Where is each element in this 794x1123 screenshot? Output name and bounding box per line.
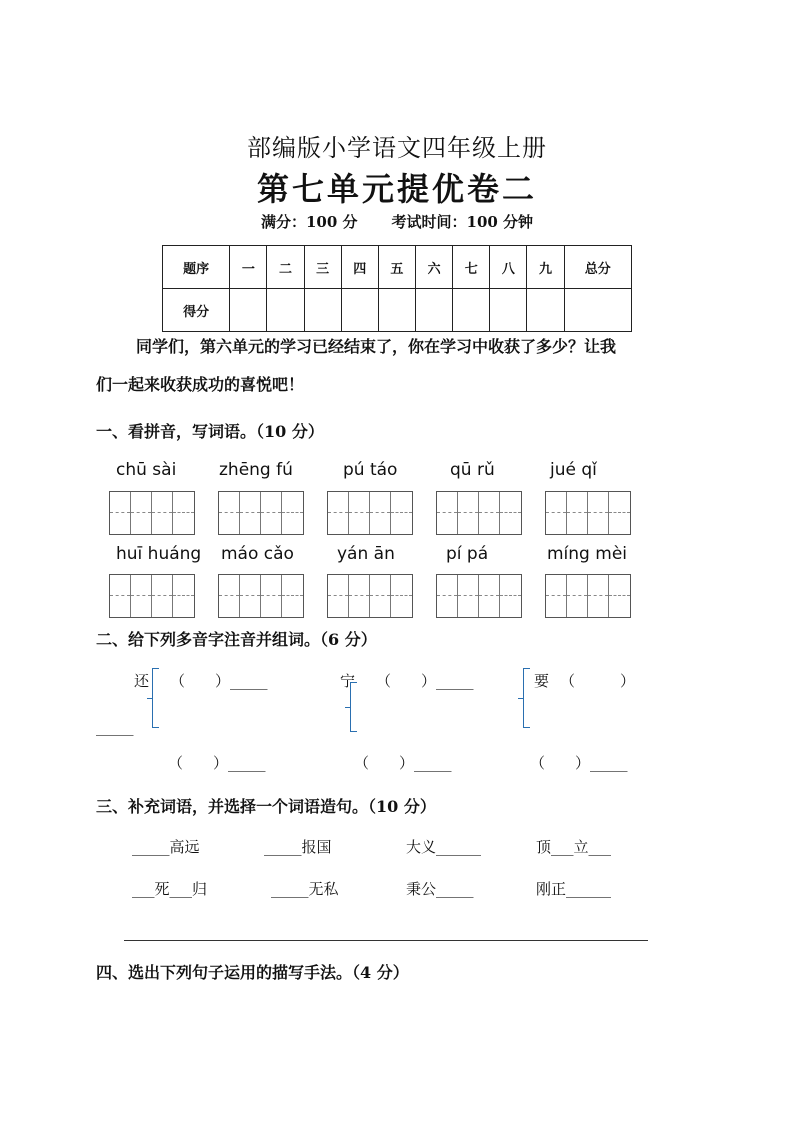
score-table xyxy=(162,245,632,332)
polyphone-slot-2b[interactable]: （ ）_____ xyxy=(354,754,452,772)
pinyin-6: huī huáng xyxy=(116,544,202,564)
polyphone-slot-1a[interactable]: （ ）_____ xyxy=(170,672,268,690)
page-title: 第七单元提优卷二 xyxy=(256,170,537,208)
intro-line-1: 同学们，第六单元的学习已经结束了，你在学习中收获了多少？让我 xyxy=(136,337,617,356)
polyphone-char-1: 还 xyxy=(134,672,150,690)
writing-grid[interactable] xyxy=(327,491,413,535)
section-1-title: 一、看拼音，写词语。（10 分） xyxy=(96,422,324,441)
score-header-cell: 五 xyxy=(378,246,415,289)
score-row-label: 得分 xyxy=(163,289,230,332)
pinyin-5: jué qǐ xyxy=(550,460,597,480)
writing-grid[interactable] xyxy=(545,574,631,618)
score-header-cell: 总分 xyxy=(564,246,631,289)
polyphone-slot-3a[interactable]: （ ） xyxy=(560,672,636,690)
idiom-item[interactable]: 顶___立___ xyxy=(536,838,612,856)
writing-grid[interactable] xyxy=(109,574,195,618)
section-2-title: 二、给下列多音字注音并组词。（6 分） xyxy=(96,630,377,649)
score-header-cell: 九 xyxy=(527,246,564,289)
idiom-item[interactable]: 大义______ xyxy=(406,838,482,856)
writing-grid[interactable] xyxy=(218,491,304,535)
polyphone-slot-2a[interactable]: （ ）_____ xyxy=(376,672,474,690)
idiom-item[interactable]: 刚正______ xyxy=(536,880,612,898)
score-header-cell: 三 xyxy=(304,246,341,289)
score-header-cell: 八 xyxy=(490,246,527,289)
pinyin-2: zhēng fú xyxy=(219,460,293,480)
score-header-cell: 六 xyxy=(416,246,453,289)
intro-line-2: 们一起来收获成功的喜悦吧！ xyxy=(96,375,305,394)
idiom-item[interactable]: 秉公_____ xyxy=(406,880,474,898)
bracket-2 xyxy=(350,682,357,732)
section-3-title: 三、补充词语，并选择一个词语造句。（10 分） xyxy=(96,797,436,816)
writing-grid[interactable] xyxy=(545,491,631,535)
score-header-cell: 题序 xyxy=(163,246,230,289)
full-score: 满分：100 分 xyxy=(260,213,358,231)
bracket-1 xyxy=(152,668,159,728)
score-header-cell: 七 xyxy=(453,246,490,289)
score-header-cell: 四 xyxy=(341,246,378,289)
pinyin-4: qū rǔ xyxy=(450,460,495,480)
bracket-3 xyxy=(523,668,530,728)
subtitle: 部编版小学语文四年级上册 xyxy=(247,134,547,162)
exam-time: 考试时间：100 分钟 xyxy=(391,213,534,231)
idiom-item[interactable]: _____高远 xyxy=(132,838,200,856)
sentence-answer-line[interactable] xyxy=(124,940,648,941)
pinyin-1: chū sài xyxy=(116,460,177,480)
pinyin-9: pí pá xyxy=(446,544,489,564)
writing-grid[interactable] xyxy=(436,491,522,535)
idiom-item[interactable]: _____无私 xyxy=(271,880,339,898)
pinyin-10: míng mèi xyxy=(547,544,627,564)
writing-grid[interactable] xyxy=(327,574,413,618)
pinyin-3: pú táo xyxy=(343,460,398,480)
writing-grid[interactable] xyxy=(109,491,195,535)
idiom-item[interactable]: _____报国 xyxy=(264,838,332,856)
polyphone-slot-1b[interactable]: （ ）_____ xyxy=(168,754,266,772)
polyphone-char-2: 宁 xyxy=(340,672,356,690)
pinyin-7: máo cǎo xyxy=(221,544,294,564)
polyphone-slot-3b[interactable]: （ ）_____ xyxy=(530,754,628,772)
writing-grid[interactable] xyxy=(436,574,522,618)
section-4-title: 四、选出下列句子运用的描写手法。（4 分） xyxy=(96,963,409,982)
pinyin-8: yán ān xyxy=(337,544,395,564)
idiom-item[interactable]: ___死___归 xyxy=(132,880,208,898)
score-header-cell: 二 xyxy=(267,246,304,289)
polyphone-blank-1[interactable]: _____ xyxy=(96,718,134,736)
exam-meta xyxy=(0,211,794,232)
polyphone-char-3: 要 xyxy=(534,672,550,690)
writing-grid[interactable] xyxy=(218,574,304,618)
score-header-cell: 一 xyxy=(230,246,267,289)
